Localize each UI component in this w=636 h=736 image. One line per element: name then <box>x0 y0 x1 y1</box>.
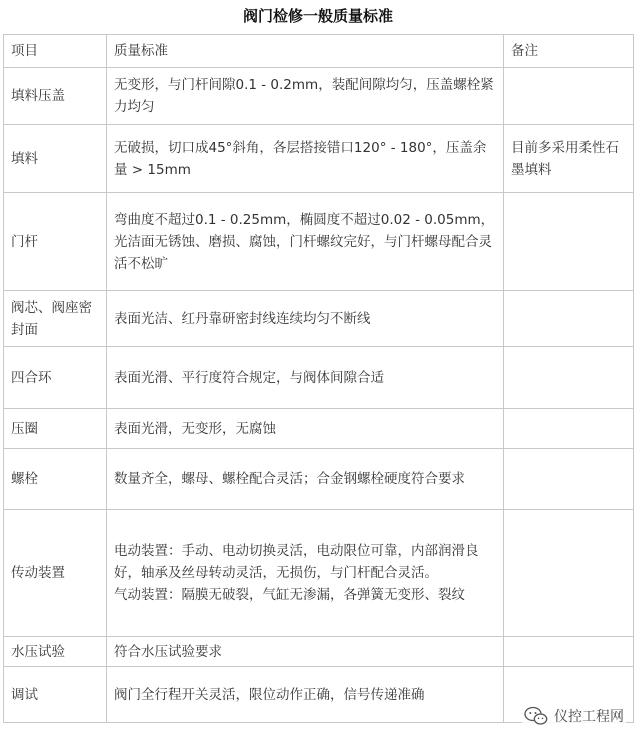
row-note <box>504 449 634 510</box>
row-note <box>504 291 634 347</box>
table-row <box>4 193 634 291</box>
row-standard: 符合水压试验要求 <box>107 637 504 667</box>
row-standard: 表面光滑，无变形，无腐蚀 <box>107 409 504 449</box>
row-item: 门杆 <box>4 193 107 291</box>
table-row <box>4 291 634 347</box>
row-note <box>504 68 634 125</box>
row-item: 传动装置 <box>4 510 107 637</box>
row-item: 水压试验 <box>4 637 107 667</box>
row-note: 目前多采用柔性石墨填料 <box>504 125 634 193</box>
row-note <box>504 347 634 409</box>
row-standard: 阀门全行程开关灵活，限位动作正确，信号传递准确 <box>107 667 504 723</box>
row-item: 压圈 <box>4 409 107 449</box>
row-note <box>504 510 634 637</box>
row-note <box>504 193 634 291</box>
table-row <box>4 125 634 193</box>
table-row <box>4 409 634 449</box>
table-row <box>4 510 634 637</box>
row-standard-multiline <box>107 510 504 637</box>
row-note <box>504 409 634 449</box>
row-item: 填料压盖 <box>4 68 107 125</box>
row-standard: 弯曲度不超过0.1 - 0.25mm，椭圆度不超过0.02 - 0.05mm，光洁面无锈蚀、磨损、腐蚀，门杆螺纹完好，与门杆螺母配合灵活不松旷 <box>107 193 504 291</box>
watermark-text: 仪控工程网 <box>554 709 624 725</box>
table-row <box>4 449 634 510</box>
quality-standard-table <box>3 34 634 723</box>
header-note: 备注 <box>504 35 634 68</box>
header-item: 项目 <box>4 35 107 68</box>
row-item: 调试 <box>4 667 107 723</box>
electric-device-standard: 电动装置：手动、电动切换灵活，电动限位可靠，内部润滑良好，轴承及丝母转动灵活，无损伤，与门杆配合灵活。 <box>114 543 479 581</box>
row-item: 阀芯、阀座密封面 <box>4 291 107 347</box>
wechat-icon <box>524 706 548 726</box>
row-item: 螺栓 <box>4 449 107 510</box>
table-row <box>4 68 634 125</box>
table-row <box>4 347 634 409</box>
row-item: 填料 <box>4 125 107 193</box>
watermark <box>522 706 626 726</box>
pneumatic-device-standard: 气动装置：隔膜无破裂，气缸无渗漏，各弹簧无变形、裂纹 <box>114 587 465 603</box>
table-row <box>4 637 634 667</box>
row-standard: 表面光滑、平行度符合规定，与阀体间隙合适 <box>107 347 504 409</box>
table-title: 阀门检修一般质量标准 <box>242 7 393 25</box>
row-note <box>504 637 634 667</box>
row-standard: 无破损，切口成45°斜角，各层搭接错口120° - 180°，压盖余量 > 15mm <box>107 125 504 193</box>
row-standard: 数量齐全，螺母、螺栓配合灵活；合金钢螺栓硬度符合要求 <box>107 449 504 510</box>
row-item: 四合环 <box>4 347 107 409</box>
table-header-row <box>4 35 634 68</box>
row-standard: 无变形，与门杆间隙0.1 - 0.2mm，装配间隙均匀，压盖螺栓紧力均匀 <box>107 68 504 125</box>
header-standard: 质量标准 <box>107 35 504 68</box>
row-standard: 表面光洁、红丹靠研密封线连续均匀不断线 <box>107 291 504 347</box>
